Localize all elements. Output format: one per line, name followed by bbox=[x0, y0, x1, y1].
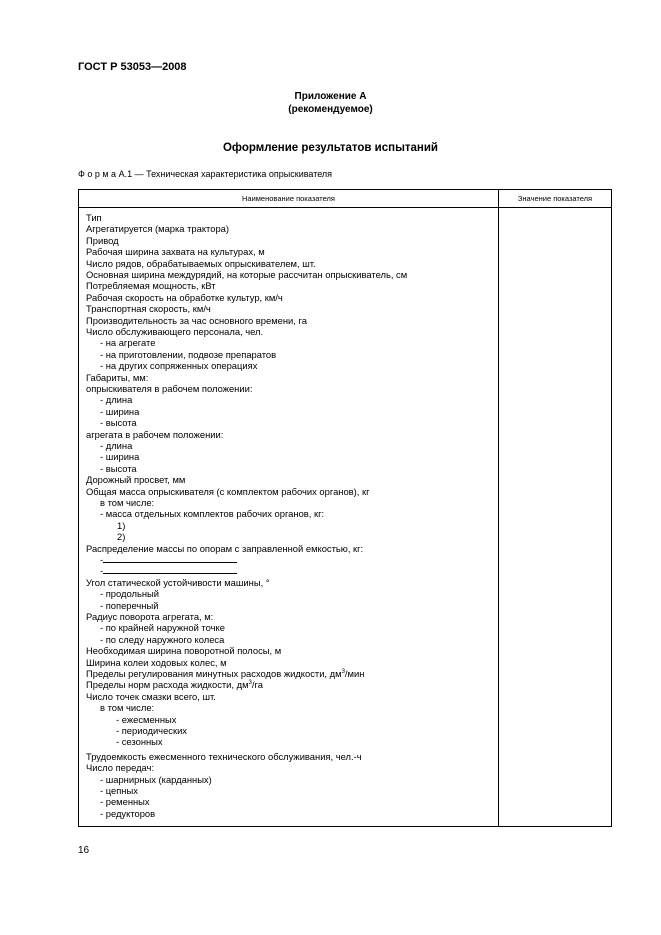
standard-code: ГОСТ Р 53053—2008 bbox=[78, 61, 187, 73]
table-row bbox=[100, 622, 225, 633]
row-text: 1) bbox=[117, 519, 126, 531]
table-row bbox=[86, 762, 154, 773]
table-row bbox=[100, 417, 137, 428]
page-number: 16 bbox=[78, 845, 90, 856]
row-text: - ширина bbox=[100, 451, 140, 463]
table-row bbox=[117, 520, 125, 531]
table-row bbox=[100, 360, 257, 371]
appendix-heading bbox=[0, 90, 661, 116]
table-row bbox=[86, 383, 252, 394]
row-text: Агрегатируется (марка трактора) bbox=[86, 223, 230, 235]
table-row bbox=[86, 645, 281, 656]
table-row bbox=[86, 611, 213, 622]
table-row bbox=[86, 679, 263, 690]
section-title: Оформление результатов испытаний bbox=[222, 142, 439, 154]
table-row bbox=[86, 235, 119, 246]
row-text: - длина bbox=[100, 440, 133, 451]
unit-suffix: /мин bbox=[344, 668, 365, 679]
row-text: Габариты, мм: bbox=[86, 371, 149, 383]
table-row bbox=[86, 372, 148, 383]
row-text: Число рядов, обрабатываемых опрыскивателем, шт. bbox=[86, 257, 316, 269]
table-row bbox=[86, 246, 265, 257]
table-row bbox=[86, 212, 102, 223]
row-text: - поперечный bbox=[100, 599, 159, 611]
table-row bbox=[86, 543, 363, 554]
unit-suffix: /га bbox=[251, 679, 263, 691]
row-text: - периодических bbox=[116, 725, 187, 736]
table-row bbox=[86, 303, 211, 314]
row-text: - цепных bbox=[100, 785, 138, 796]
row-text: - редукторов bbox=[100, 807, 156, 819]
table-row bbox=[116, 736, 163, 747]
row-text: - ременных bbox=[100, 796, 150, 808]
row-text: - длина bbox=[100, 394, 133, 406]
row-text: Производительность за час основного времени, га bbox=[86, 314, 307, 326]
row-text: - ширина bbox=[100, 405, 140, 417]
row-text: Общая масса опрыскивателя (с комплектом рабочих органов), кг bbox=[86, 485, 370, 497]
row-text: Ширина колеи ходовых колес, м bbox=[86, 656, 227, 668]
table-row bbox=[86, 751, 362, 762]
row-text: Дорожный просвет, мм bbox=[86, 474, 186, 486]
row-text: - высота bbox=[100, 462, 137, 474]
form-caption bbox=[78, 169, 332, 179]
table-row bbox=[100, 600, 158, 611]
row-text: Основная ширина междурядий, на которые рассчитан опрыскиватель, см bbox=[86, 269, 408, 280]
row-text: - bbox=[100, 565, 104, 577]
table-row bbox=[116, 725, 187, 736]
row-text: - bbox=[100, 554, 104, 565]
row-text: - сезонных bbox=[116, 736, 163, 748]
row-text: - по крайней наружной точке bbox=[100, 622, 225, 634]
table-row bbox=[100, 451, 139, 462]
table-row bbox=[100, 554, 237, 565]
row-text: Потребляемая мощность, кВт bbox=[86, 280, 216, 292]
row-text: - продольный bbox=[100, 588, 160, 600]
spec-table bbox=[78, 189, 612, 827]
appendix-type: (рекомендуемое) bbox=[288, 104, 373, 115]
table-row bbox=[86, 429, 223, 440]
table-row bbox=[86, 691, 216, 702]
column-divider bbox=[498, 190, 499, 826]
table-row bbox=[86, 326, 263, 337]
row-text: Привод bbox=[86, 234, 119, 246]
table-row bbox=[100, 808, 155, 819]
row-text: Рабочая скорость на обработке культур, км/ч bbox=[86, 291, 283, 303]
table-row bbox=[86, 657, 227, 668]
column-header-value: Значение показателя bbox=[517, 194, 593, 203]
table-row bbox=[100, 785, 138, 796]
table-row bbox=[100, 463, 137, 474]
row-text: в том числе: bbox=[100, 702, 155, 714]
row-text: Число обслуживающего персонала, чел. bbox=[86, 326, 264, 337]
form-label: Ф о р м а bbox=[78, 169, 117, 179]
row-text: Рабочая ширина захвата на культурах, м bbox=[86, 246, 265, 258]
table-row bbox=[100, 497, 154, 508]
row-text: Необходимая ширина поворотной полосы, м bbox=[86, 645, 282, 657]
row-text: Число точек смазки всего, шт. bbox=[86, 690, 216, 702]
table-row bbox=[100, 337, 155, 348]
row-text: 2) bbox=[117, 531, 126, 543]
table-row bbox=[86, 223, 229, 234]
row-text: - шарнирных (карданных) bbox=[100, 773, 212, 785]
table-row bbox=[100, 508, 324, 519]
blank-line bbox=[103, 567, 237, 574]
row-text: - на приготовлении, подвозе препаратов bbox=[100, 348, 277, 360]
table-row bbox=[100, 440, 132, 451]
form-number: А.1 — Техническая характеристика опрыскивателя bbox=[118, 169, 333, 179]
row-text: агрегата в рабочем положении: bbox=[86, 428, 224, 440]
row-text: опрыскивателя в рабочем положении: bbox=[86, 383, 253, 394]
table-row bbox=[100, 702, 154, 713]
appendix-label: Приложение А bbox=[294, 91, 367, 102]
row-text: Тип bbox=[86, 212, 102, 223]
row-text: Угол статической устойчивости машины, ° bbox=[86, 576, 270, 588]
row-text: Распределение массы по опорам с заправленной емкостью, кг: bbox=[86, 542, 364, 554]
row-text: Транспортная скорость, км/ч bbox=[86, 303, 211, 315]
table-row bbox=[100, 406, 139, 417]
row-text: Пределы норм расхода жидкости, дм bbox=[86, 679, 249, 691]
row-text: - ежесменных bbox=[116, 713, 177, 725]
table-row bbox=[117, 531, 125, 542]
row-text: - по следу наружного колеса bbox=[100, 633, 225, 645]
row-text: Трудоемкость ежесменного технического обслуживания, чел.-ч bbox=[86, 750, 362, 762]
column-header-name: Наименование показателя bbox=[242, 194, 335, 203]
row-text: - на агрегате bbox=[100, 337, 156, 349]
table-row bbox=[86, 258, 316, 269]
row-text: - высота bbox=[100, 417, 137, 429]
table-row bbox=[100, 774, 212, 785]
table-header bbox=[79, 190, 611, 208]
table-row bbox=[86, 315, 307, 326]
row-text: в том числе: bbox=[100, 497, 155, 508]
table-row bbox=[86, 486, 370, 497]
row-text: Радиус поворота агрегата, м: bbox=[86, 611, 214, 622]
table-row bbox=[100, 349, 276, 360]
table-row bbox=[86, 668, 364, 679]
unit-superscript: 3 bbox=[248, 680, 252, 687]
table-row bbox=[100, 394, 132, 405]
table-row bbox=[86, 292, 283, 303]
table-row bbox=[86, 280, 216, 291]
table-row bbox=[100, 796, 150, 807]
unit-superscript: 3 bbox=[341, 668, 345, 675]
table-row bbox=[100, 588, 159, 599]
row-text: - на других сопряженных операциях bbox=[100, 360, 258, 372]
table-row bbox=[116, 714, 176, 725]
table-row bbox=[100, 634, 224, 645]
row-text: Пределы регулирования минутных расходов жидкости, дм bbox=[86, 668, 342, 679]
table-row bbox=[100, 565, 237, 576]
table-row bbox=[86, 474, 185, 485]
table-row bbox=[86, 577, 270, 588]
row-text: Число передач: bbox=[86, 762, 155, 774]
row-text: - масса отдельных комплектов рабочих органов, кг: bbox=[100, 508, 325, 520]
blank-line bbox=[103, 556, 237, 563]
table-row bbox=[86, 269, 407, 280]
